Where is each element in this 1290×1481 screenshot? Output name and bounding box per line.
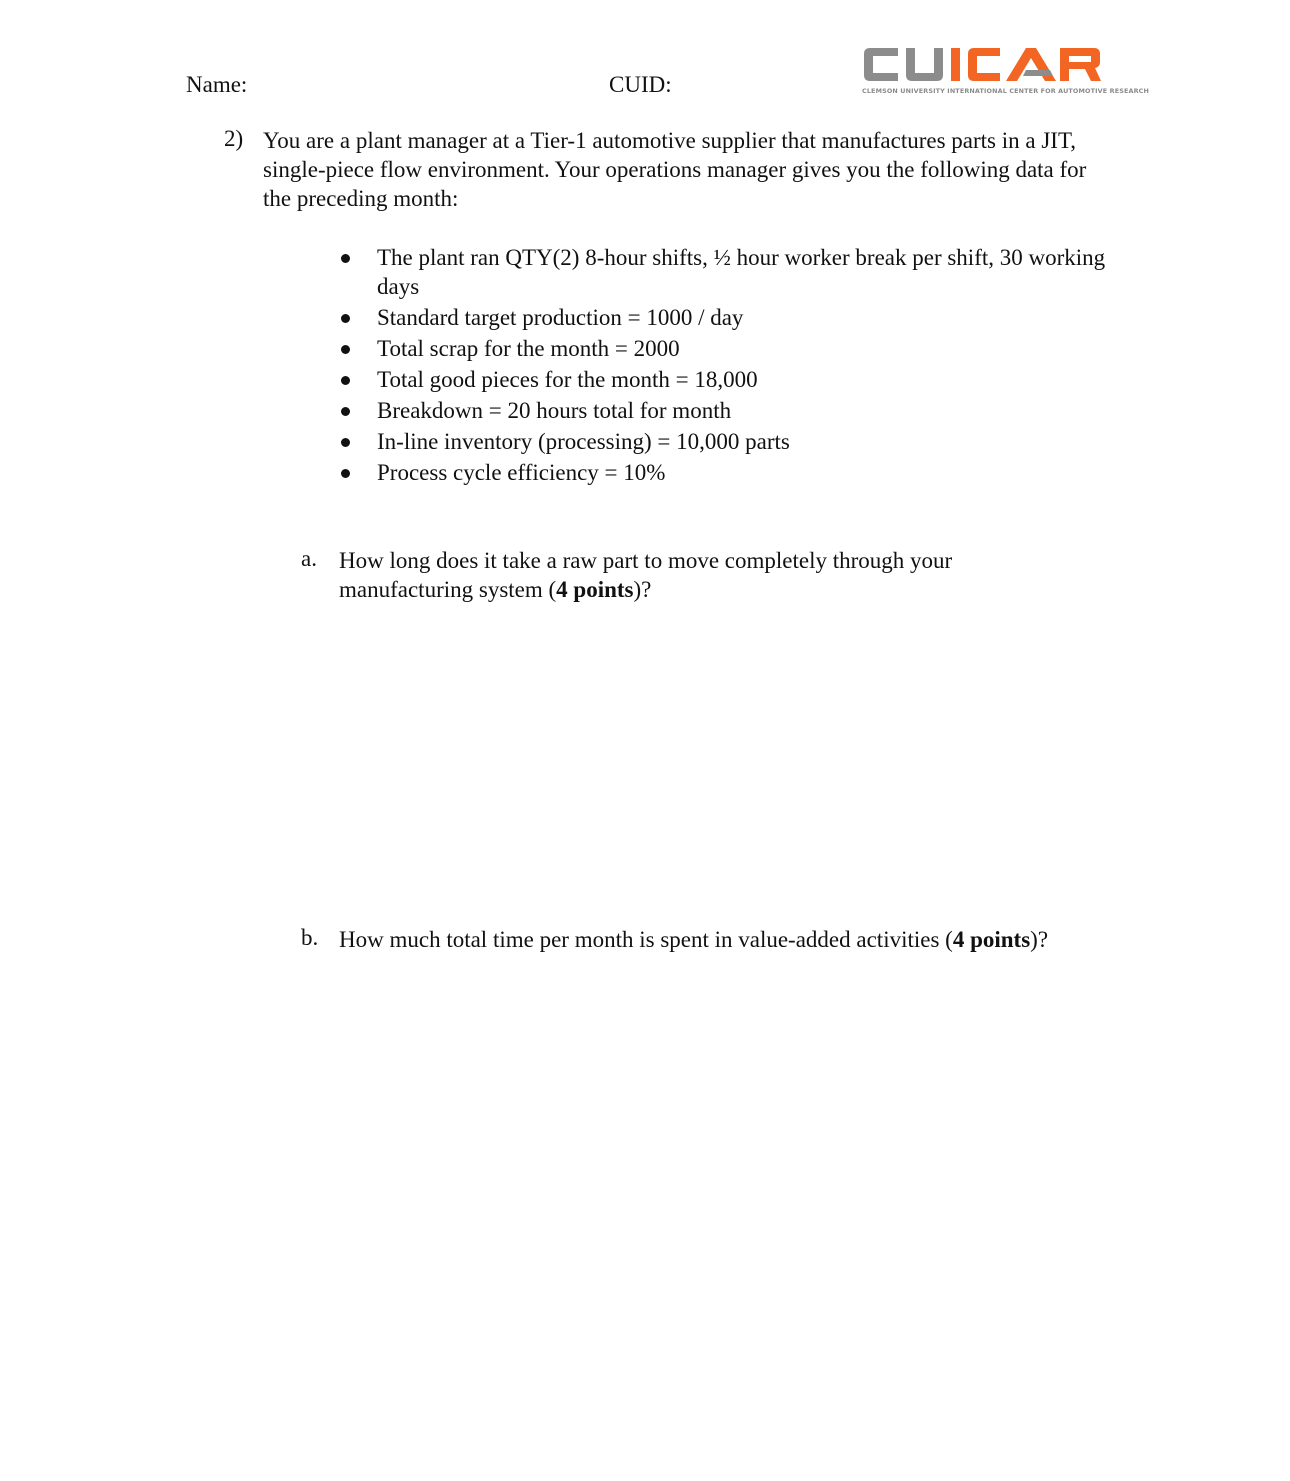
- cuicar-logo-icon: [862, 44, 1102, 86]
- bullet-icon: [341, 376, 350, 385]
- bullet-text: The plant ran QTY(2) 8-hour shifts, ½ hour worker break per shift, 30 working days: [377, 245, 1106, 299]
- name-label: Name:: [186, 72, 248, 97]
- sub-question-b-text: How much total time per month is spent in value-added activities (4 points)?: [339, 927, 1049, 952]
- question-number: 2): [224, 126, 244, 151]
- list-item: [338, 396, 1118, 425]
- bullet-text: Breakdown = 20 hours total for month: [377, 398, 732, 423]
- bullet-text: Total scrap for the month = 2000: [377, 336, 680, 361]
- bullet-text: Total good pieces for the month = 18,000: [377, 367, 758, 392]
- logo-subtitle: CLEMSON UNIVERSITY INTERNATIONAL CENTER FOR AUTOMOTIVE RESEARCH: [862, 87, 1149, 95]
- cuicar-logo: [862, 44, 1149, 100]
- list-item: [338, 243, 1118, 301]
- bullet-icon: [341, 469, 350, 478]
- list-item: [338, 458, 1118, 487]
- bullet-text: Standard target production = 1000 / day: [377, 305, 744, 330]
- question-text: You are a plant manager at a Tier-1 automotive supplier that manufactures parts in a JIT, single-piece flow environment. Your operations manager gives you the following data for the preceding month:: [263, 128, 1087, 211]
- list-item: [338, 427, 1118, 456]
- list-item: [338, 303, 1118, 332]
- sub-question-b-label: b.: [301, 925, 319, 950]
- bullet-text: In-line inventory (processing) = 10,000 parts: [377, 429, 790, 454]
- data-bullet-list: [338, 243, 1118, 489]
- bullet-icon: [341, 407, 350, 416]
- bullet-icon: [341, 438, 350, 447]
- sub-question-a-text: How long does it take a raw part to move completely through your manufacturing system (4 points)?: [339, 548, 953, 602]
- points-value: 4 points: [556, 577, 634, 602]
- bullet-icon: [341, 345, 350, 354]
- cuid-label: CUID:: [609, 72, 672, 97]
- bullet-icon: [341, 314, 350, 323]
- bullet-text: Process cycle efficiency = 10%: [377, 460, 666, 485]
- sub-question-a-label: a.: [301, 546, 317, 571]
- list-item: [338, 365, 1118, 394]
- bullet-icon: [341, 254, 350, 263]
- list-item: [338, 334, 1118, 363]
- points-value: 4 points: [952, 927, 1031, 952]
